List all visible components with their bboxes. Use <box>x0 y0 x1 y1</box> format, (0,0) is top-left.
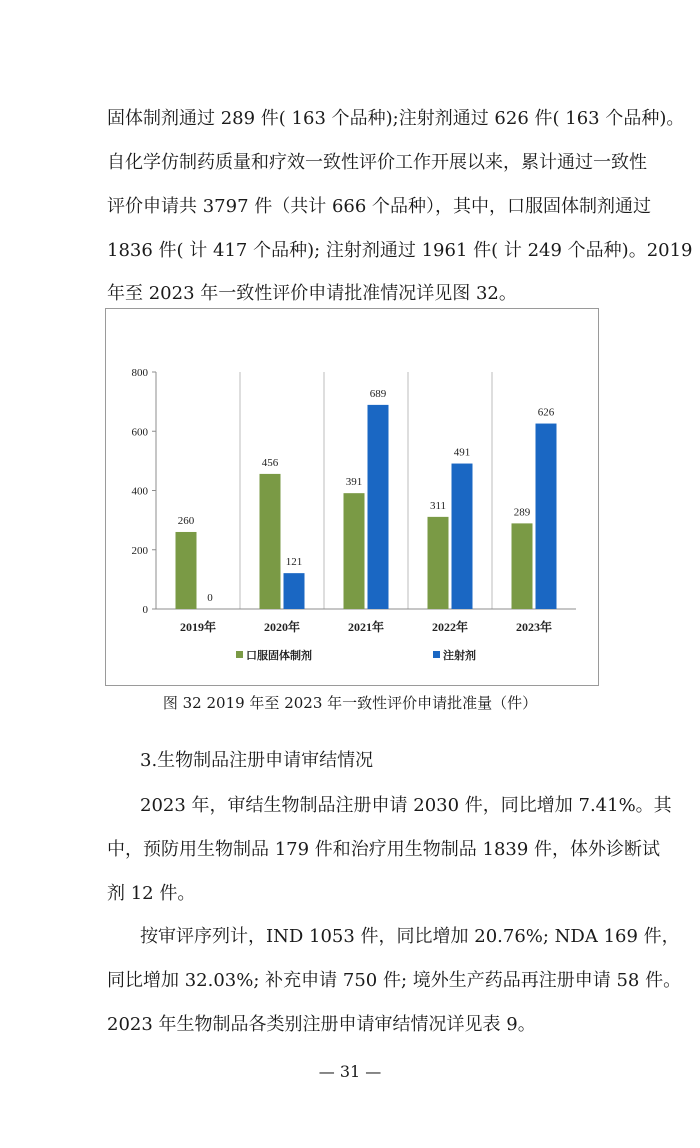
y-tick-label: 200 <box>131 544 148 557</box>
text-line: 自化学仿制药质量和疗效一致性评价工作开展以来，累计通过一致性 <box>107 152 647 173</box>
legend-label: 口服固体制剂 <box>246 650 312 662</box>
legend-swatch <box>433 651 440 658</box>
data-label: 491 <box>453 446 471 459</box>
bar-oral-solid <box>344 493 365 609</box>
data-label: 689 <box>369 387 387 400</box>
text-line: 1836 件( 计 417 个品种); 注射剂通过 1961 件( 计 249 个品种)。2019 <box>107 240 693 261</box>
bar-injection <box>536 424 557 609</box>
bar-chart <box>106 309 598 685</box>
text-line: 2023 年生物制品各类别注册申请审结情况详见表 9。 <box>107 1014 536 1035</box>
x-tick-label: 2022年 <box>431 620 469 634</box>
x-tick-label: 2020年 <box>263 620 301 634</box>
bar-injection <box>368 405 389 609</box>
text-line: 剂 12 件。 <box>107 883 196 904</box>
y-tick-label: 600 <box>131 426 148 439</box>
x-tick-label: 2021年 <box>347 620 385 634</box>
x-tick-label: 2019年 <box>179 620 217 634</box>
bar-injection <box>452 464 473 609</box>
page-number: — 31 — <box>318 1062 382 1081</box>
section-heading: 3.生物制品注册申请审结情况 <box>140 750 374 771</box>
data-label: 456 <box>261 456 279 469</box>
data-label: 0 <box>207 592 213 604</box>
figure-caption: 图 32 2019 年至 2023 年一致性评价申请批准量（件） <box>162 694 538 712</box>
bar-oral-solid <box>176 532 197 609</box>
legend-label: 注射剂 <box>443 650 476 662</box>
x-tick-label: 2023年 <box>515 620 553 634</box>
y-tick-label: 0 <box>142 604 148 616</box>
data-label: 260 <box>177 514 195 527</box>
y-tick-label: 400 <box>131 485 148 498</box>
data-label: 121 <box>285 556 303 569</box>
text-line: 评价申请共 3797 件（共计 666 个品种），其中，口服固体制剂通过 <box>107 196 652 217</box>
chart-frame <box>105 308 599 686</box>
data-label: 311 <box>429 499 447 512</box>
bar-oral-solid <box>260 474 281 609</box>
data-label: 391 <box>345 476 363 489</box>
y-tick-label: 800 <box>131 367 148 379</box>
text-line: 同比增加 32.03%; 补充申请 750 件; 境外生产药品再注册申请 58 件。 <box>107 970 682 991</box>
bar-injection <box>284 573 305 609</box>
bar-oral-solid <box>512 523 533 609</box>
data-label: 626 <box>537 406 555 419</box>
bar-oral-solid <box>428 517 449 609</box>
data-label: 289 <box>513 506 531 519</box>
text-line: 2023 年，审结生物制品注册申请 2030 件，同比增加 7.41%。其 <box>140 795 672 816</box>
legend-swatch <box>236 651 243 658</box>
text-line: 固体制剂通过 289 件( 163 个品种);注射剂通过 626 件( 163 个品种)。 <box>107 108 685 129</box>
text-line: 按审评序列计，IND 1053 件，同比增加 20.76%; NDA 169 件， <box>140 926 680 947</box>
text-line: 中，预防用生物制品 179 件和治疗用生物制品 1839 件，体外诊断试 <box>107 839 661 860</box>
text-line: 年至 2023 年一致性评价申请批准情况详见图 32。 <box>107 283 517 304</box>
